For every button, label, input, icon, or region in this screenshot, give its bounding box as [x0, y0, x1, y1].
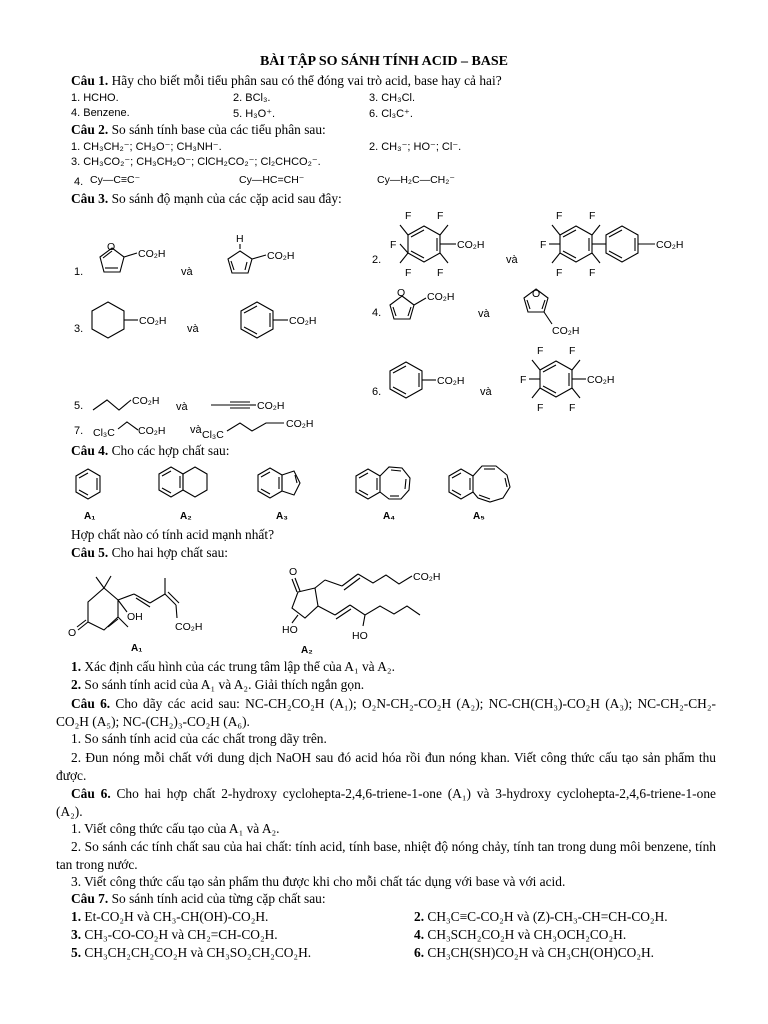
svg-text:F: F	[556, 210, 563, 222]
svg-text:CO₂H: CO₂H	[457, 239, 485, 251]
compound-label: A₁	[131, 643, 143, 654]
question-label: Câu 5.	[71, 545, 109, 560]
q6b-subquestion-1: 1. Viết công thức cấu tạo của A₁ và A₂.	[71, 821, 280, 836]
q2-structure-ethyl: Cy—H₂C—CH₂⁻	[377, 174, 455, 186]
svg-text:OH: OH	[127, 611, 143, 623]
svg-text:CO₂H: CO₂H	[427, 291, 455, 303]
q2-structure-vinyl: Cy—HC=CH⁻	[239, 174, 305, 186]
svg-text:F: F	[437, 267, 444, 279]
q1-item: 5. H₃O⁺.	[233, 108, 276, 120]
question-text: Cho dãy các acid sau: NC-CH₂CO₂H (A₁); O₂N-CH₂-CO₂H (A₂); NC-CH(CH₃)-CO₂H (A₃); NC-CH₂-CH₂-CO₂H (A₅); NC-(CH₂)₃-CO₂H (A₆).	[56, 696, 716, 729]
svg-text:F: F	[589, 267, 596, 279]
q6b-subquestion-2: 2. So sánh các tính chất sau của hai chất: tính acid, tính base, nhiệt độ nóng chảy, tính tan trong dung môi benzene, tính tan trong nước.	[56, 839, 716, 872]
question-label: Câu 6.	[71, 696, 111, 711]
pair-number: 4.	[372, 307, 382, 319]
pair-conjunction: và	[187, 323, 199, 335]
compound-label: A₃	[276, 511, 288, 522]
pair-number: 1.	[74, 266, 84, 278]
svg-text:HO: HO	[352, 630, 368, 642]
svg-text:F: F	[540, 239, 547, 251]
svg-text:CO₂H: CO₂H	[139, 315, 167, 327]
svg-text:CO₂H: CO₂H	[289, 315, 317, 327]
svg-text:CO₂H: CO₂H	[257, 400, 285, 412]
svg-text:F: F	[556, 267, 563, 279]
svg-text:O: O	[289, 566, 298, 578]
svg-text:F: F	[405, 210, 412, 222]
compound-label: A₂	[180, 511, 192, 522]
q6a-subquestion-2: 2. Đun nóng mỗi chất với dung dịch NaOH sau đó acid hóa rồi đun nóng khan. Viết công thức cấu tạo sản phẩm thu được.	[56, 750, 716, 783]
question-text: Cho hai hợp chất 2-hydroxy cyclohepta-2,4,6-triene-1-one (A₁) và 3-hydroxy cyclohepta-2,4,6-triene-1-one (A₂).	[56, 786, 716, 819]
question-text: So sánh độ mạnh của các cặp acid sau đây:	[111, 191, 342, 206]
svg-text:CO₂H: CO₂H	[656, 239, 684, 251]
question-label: Câu 3.	[71, 191, 109, 206]
svg-text:CO₂H: CO₂H	[138, 248, 166, 260]
svg-text:CO₂H: CO₂H	[437, 375, 465, 387]
svg-text:F: F	[437, 210, 444, 222]
q5-subquestion-2: 2. So sánh tính acid của A₁ và A₂. Giải thích ngắn gọn.	[71, 677, 365, 692]
svg-text:HO: HO	[282, 624, 298, 636]
pair-conjunction: và	[480, 386, 492, 398]
svg-text:O: O	[397, 287, 406, 299]
svg-text:F: F	[520, 374, 527, 386]
svg-text:Cl₃C: Cl₃C	[93, 427, 115, 439]
svg-text:CO₂H: CO₂H	[267, 250, 295, 262]
q7-item: 5. CH₃CH₂CH₂CO₂H và CH₃SO₂CH₂CO₂H.	[71, 945, 312, 960]
q2-item: 3. CH₃CO₂⁻; CH₃CH₂O⁻; ClCH₂CO₂⁻; Cl₂CHCO₂⁻.	[71, 156, 321, 168]
q2-item: 1. CH₃CH₂⁻; CH₃O⁻; CH₃NH⁻.	[71, 141, 222, 153]
compound-label: A₅	[473, 511, 485, 522]
question-label: Câu 1.	[71, 73, 109, 88]
pair-conjunction: và	[478, 308, 490, 320]
pair-number: 5.	[74, 400, 84, 412]
question-text: Hãy cho biết mỗi tiểu phân sau có thể đóng vai trò acid, base hay cả hai?	[111, 73, 502, 88]
svg-text:F: F	[569, 345, 576, 357]
q7-item: 2. CH₃C≡C-CO₂H và (Z)-CH₃-CH=CH-CO₂H.	[414, 909, 668, 924]
svg-text:CO₂H: CO₂H	[138, 425, 166, 437]
question-6-series	[56, 695, 716, 730]
compound-label: A₁	[84, 511, 96, 522]
pair-conjunction: và	[176, 401, 188, 413]
pair-conjunction: và	[190, 424, 202, 436]
q2-item: 2. CH₃⁻; HO⁻; Cl⁻.	[369, 141, 462, 153]
pair-conjunction: và	[506, 254, 518, 266]
pair-conjunction: và	[181, 266, 193, 278]
svg-text:O: O	[107, 241, 116, 253]
question-text: So sánh tính base của các tiểu phân sau:	[111, 122, 326, 137]
question-text: So sánh tính acid của từng cặp chất sau:	[111, 891, 326, 906]
question-label: Câu 2.	[71, 122, 109, 137]
svg-text:F: F	[390, 239, 397, 251]
pair-number: 3.	[74, 323, 84, 335]
question-7	[71, 891, 326, 907]
q7-item: 1. Et-CO₂H và CH₃-CH(OH)-CO₂H.	[71, 909, 269, 924]
pair-number: 2.	[372, 254, 382, 266]
question-label: Câu 7.	[71, 891, 109, 906]
question-label: Câu 6.	[71, 786, 111, 801]
svg-text:CO₂H: CO₂H	[132, 395, 160, 407]
svg-text:F: F	[589, 210, 596, 222]
q1-item: 2. BCl₃.	[233, 92, 271, 104]
q1-item: 6. Cl₃C⁺.	[369, 108, 413, 120]
compound-a2-structure	[282, 566, 440, 642]
svg-text:O: O	[532, 288, 541, 300]
q6b-subquestion-3: 3. Viết công thức cấu tạo sản phẩm thu được khi cho mỗi chất tác dụng với base và với acid.	[71, 874, 566, 889]
q2-item-4-number: 4.	[74, 176, 84, 188]
q5-subquestion-1: 1. Xác định cấu hình của các trung tâm lập thể của A₁ và A₂.	[71, 659, 395, 674]
q4-question: Hợp chất nào có tính acid mạnh nhất?	[71, 527, 275, 542]
question-label: Câu 4.	[71, 443, 109, 458]
q2-structure-alkynyl: Cy—C≡C⁻	[90, 174, 141, 186]
q7-item: 4. CH₃SCH₂CO₂H và CH₃OCH₂CO₂H.	[414, 927, 627, 942]
pair-number: 7.	[74, 425, 84, 437]
question-text: Cho các hợp chất sau:	[111, 443, 230, 458]
question-text: Cho hai hợp chất sau:	[111, 545, 228, 560]
q7-item: 6. CH₃CH(SH)CO₂H và CH₃CH(OH)CO₂H.	[414, 945, 655, 960]
svg-text:F: F	[405, 267, 412, 279]
q1-item: 1. HCHO.	[71, 92, 119, 104]
compound-label: A₂	[301, 645, 313, 656]
svg-text:CO₂H: CO₂H	[413, 571, 441, 583]
q1-item: 4. Benzene.	[71, 107, 130, 119]
compound-a1-structure	[68, 576, 202, 639]
svg-text:Cl₃C: Cl₃C	[202, 429, 224, 441]
svg-text:F: F	[537, 345, 544, 357]
svg-text:O: O	[68, 627, 77, 639]
svg-text:CO₂H: CO₂H	[175, 621, 203, 633]
svg-text:H: H	[236, 233, 244, 245]
svg-text:CO₂H: CO₂H	[286, 418, 314, 430]
q1-item: 3. CH₃Cl.	[369, 92, 416, 104]
page-title: BÀI TẬP SO SÁNH TÍNH ACID – BASE	[259, 54, 509, 69]
svg-text:F: F	[537, 402, 544, 414]
svg-text:F: F	[569, 402, 576, 414]
svg-text:CO₂H: CO₂H	[552, 325, 580, 337]
compound-label: A₄	[383, 511, 395, 522]
pair-number: 6.	[372, 386, 382, 398]
q7-item: 3. CH₃-CO-CO₂H và CH₂=CH-CO₂H.	[71, 927, 278, 942]
question-6-tropolone	[56, 785, 716, 820]
q6a-subquestion-1: 1. So sánh tính acid của các chất trong dãy trên.	[71, 731, 327, 746]
svg-text:CO₂H: CO₂H	[587, 374, 615, 386]
